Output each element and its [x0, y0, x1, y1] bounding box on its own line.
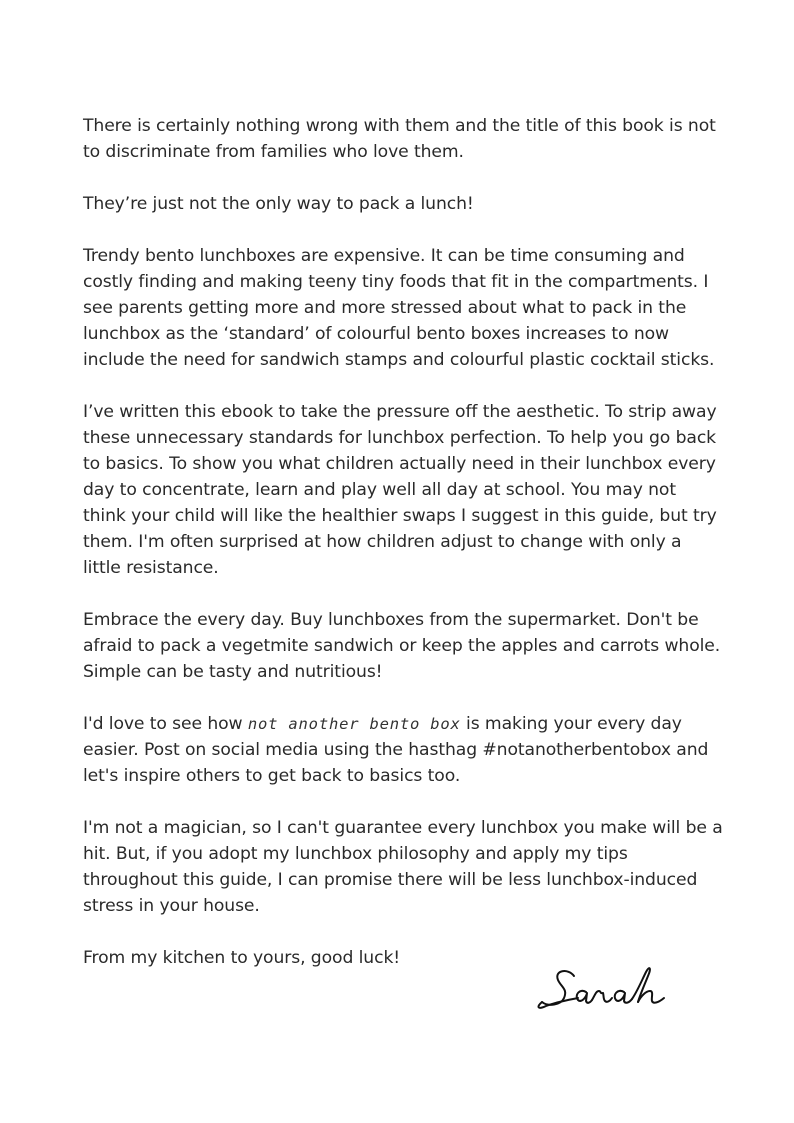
brand-name: not another bento box — [247, 715, 461, 733]
signature-graphic — [534, 962, 676, 1014]
letter-body — [83, 113, 723, 997]
paragraph: I'm not a magician, so I can't guarantee every lunchbox you make will be a hit. But, if you adopt my lunchbox philosophy and apply my tips throughout this guide, I can promise there will be less lunchbox-induced stress in your house. — [83, 818, 723, 916]
paragraph — [83, 711, 723, 789]
paragraph: There is certainly nothing wrong with them and the title of this book is not to discriminate from families who love them. — [83, 116, 716, 162]
closing-line: From my kitchen to yours, good luck! — [83, 948, 401, 968]
paragraph: Trendy bento lunchboxes are expensive. It can be time consuming and costly finding and making teeny tiny foods that fit in the compartments. I see parents getting more and more stressed about what to pack in the lunchbox as the ‘standard’ of colourful bento boxes increases to now include the need for sandwich stamps and colourful plastic cocktail sticks. — [83, 246, 715, 370]
paragraph-text: I'd love to see how — [83, 714, 248, 734]
handwritten-signature — [534, 962, 676, 1014]
paragraph-text: is making your every day easier. Post on social media using the hasthag #notanotherbentobox and let's inspire others to get back to basics too. — [83, 714, 709, 786]
paragraph: I’ve written this ebook to take the pressure off the aesthetic. To strip away these unnecessary standards for lunchbox perfection. To help you go back to basics. To show you what children actually need in their lunchbox every day to concentrate, learn and play well all day at school. You may not think your child will like the healthier swaps I suggest in this guide, but try them. I'm often surprised at how children adjust to change with only a little resistance. — [83, 402, 717, 578]
paragraph: They’re just not the only way to pack a lunch! — [83, 194, 474, 214]
paragraph: Embrace the every day. Buy lunchboxes from the supermarket. Don't be afraid to pack a vegetmite sandwich or keep the apples and carrots whole. Simple can be tasty and nutritious! — [83, 610, 721, 682]
